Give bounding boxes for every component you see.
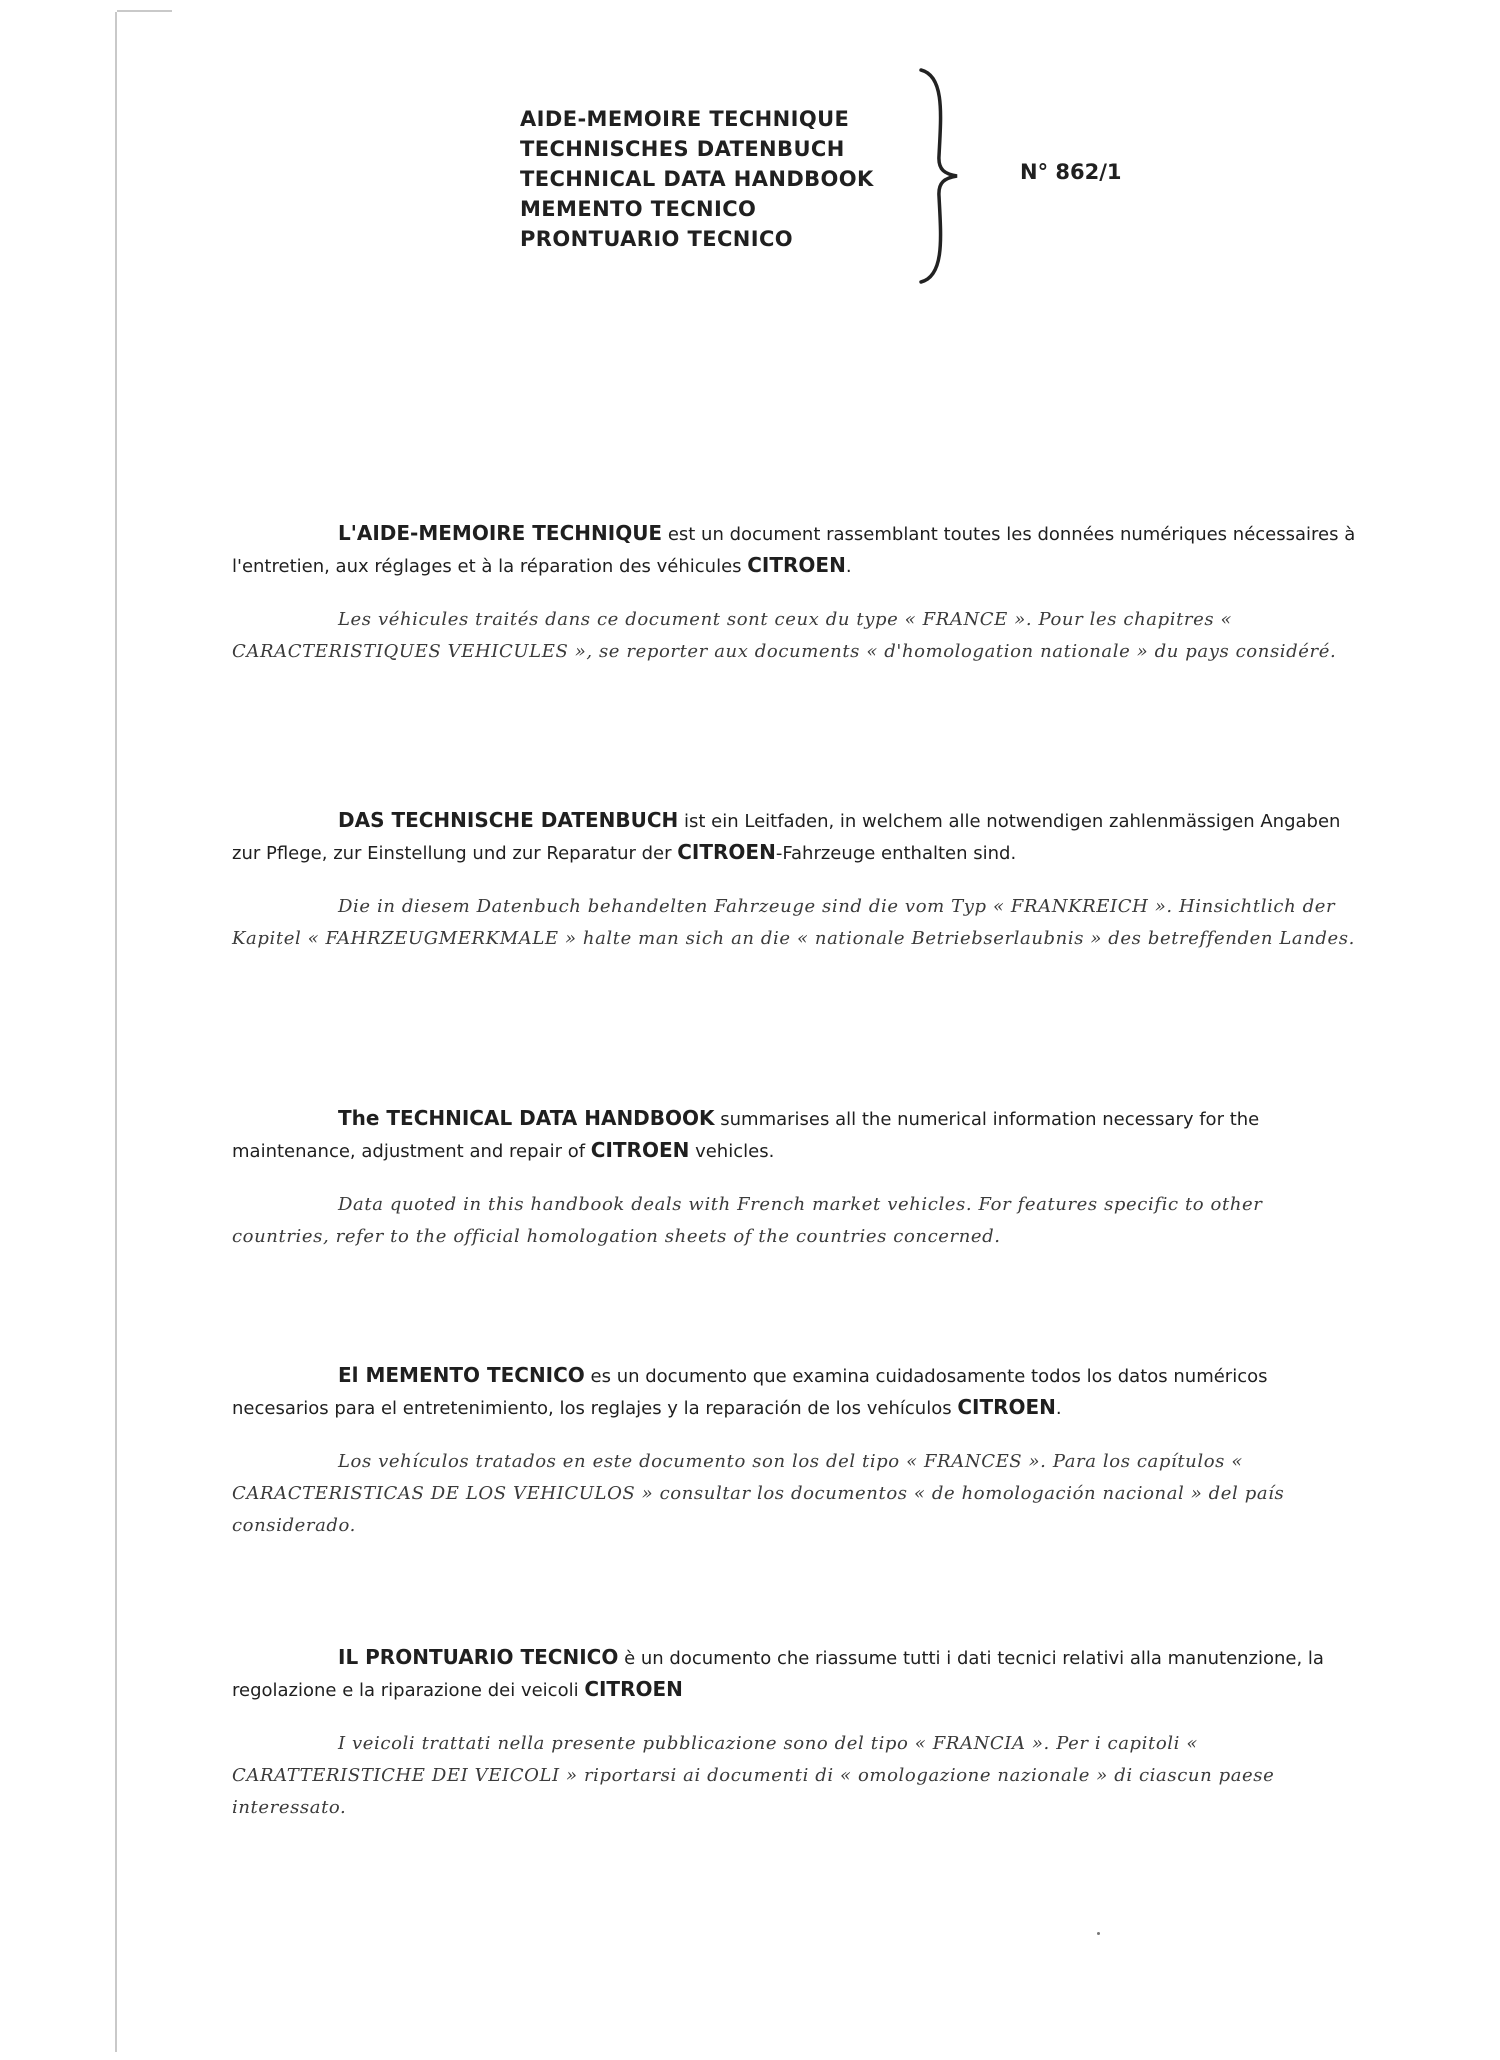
section-lead-title: The TECHNICAL DATA HANDBOOK [338,1106,715,1130]
brand-name: CITROEN [747,553,846,577]
section-lead-end: -Fahrzeuge enthalten sind. [775,843,1017,864]
scan-speck [1097,1932,1100,1935]
title-french: AIDE-MEMOIRE TECHNIQUE [520,107,850,131]
section-lead-end: . [845,556,852,577]
document-number: N° 862/1 [1020,160,1122,184]
section-lead-title: DAS TECHNISCHE DATENBUCH [338,808,679,832]
section-english [232,1103,1362,1253]
section-lead-end: . [1055,1398,1062,1419]
brand-name: CITROEN [590,1138,690,1162]
section-note: Die in diesem Datenbuch behandelten Fahrzeuge sind die vom Typ « FRANKREICH ». Hinsichtlich der Kapitel « FAHRZEUGMERKMALE » halte man sich an die « nationale Betriebserlaubnis » des betreffenden Landes. [232,896,1355,949]
section-lead [232,1103,1362,1167]
curly-brace-icon [915,66,965,286]
section-lead-title: L'AIDE-MEMOIRE TECHNIQUE [338,521,663,545]
section-lead [232,1360,1362,1424]
section-lead [232,805,1362,869]
section-note: Los vehículos tratados en este documento son los del tipo « FRANCES ». Para los capítulos « CARACTERISTICAS DE LOS VEHICULOS » consultar los documentos « de homologación nacional » del país considerado. [232,1451,1285,1536]
section-lead [232,518,1362,582]
brand-name: CITROEN [584,1677,683,1701]
section-lead-end: vehicles. [689,1141,775,1162]
brand-name: CITROEN [677,840,776,864]
title-english: TECHNICAL DATA HANDBOOK [520,167,874,191]
title-block [520,104,940,254]
page-left-edge [115,12,117,2052]
section-note: I veicoli trattati nella presente pubblicazione sono del tipo « FRANCIA ». Per i capitoli « CARATTERISTICHE DEI VEICOLI » riportarsi ai documenti di « omologazione nazionale » di ciascun paese interessato. [232,1733,1275,1818]
section-note: Data quoted in this handbook deals with French market vehicles. For features specific to other countries, refer to the official homologation sheets of the countries concerned. [232,1194,1263,1247]
section-spanish [232,1360,1362,1542]
section-lead-text: es un documento que examina cuidadosamente todos los datos numéricos necesarios para el entretenimiento, los reglajes y la reparación de los vehículos [232,1366,1268,1419]
section-lead [232,1642,1362,1706]
section-lead-title: El MEMENTO TECNICO [338,1363,585,1387]
section-lead-title: IL PRONTUARIO TECNICO [338,1645,619,1669]
section-german [232,805,1362,955]
section-italian [232,1642,1362,1824]
section-lead-text: ist ein Leitfaden, in welchem alle notwendigen zahlenmässigen Angaben zur Pflege, zur Einstellung und zur Reparatur der [232,811,1341,864]
section-french [232,518,1362,668]
section-note: Les véhicules traités dans ce document sont ceux du type « FRANCE ». Pour les chapitres « CARACTERISTIQUES VEHICULES », se reporter aux documents « d'homologation nationale » du pays considéré. [232,609,1337,662]
title-italian: PRONTUARIO TECNICO [520,227,794,251]
title-spanish: MEMENTO TECNICO [520,197,757,221]
brand-name: CITROEN [957,1395,1056,1419]
title-german: TECHNISCHES DATENBUCH [520,137,845,161]
section-lead-text: est un document rassemblant toutes les données numériques nécessaires à l'entretien, aux réglages et à la réparation des véhicules [232,524,1356,577]
section-lead-text: summarises all the numerical information necessary for the maintenance, adjustment and repair of [232,1109,1260,1162]
section-lead-text: è un documento che riassume tutti i dati tecnici relativi alla manutenzione, la regolazione e la riparazione dei veicoli [232,1648,1324,1701]
page-top-edge [117,10,172,12]
